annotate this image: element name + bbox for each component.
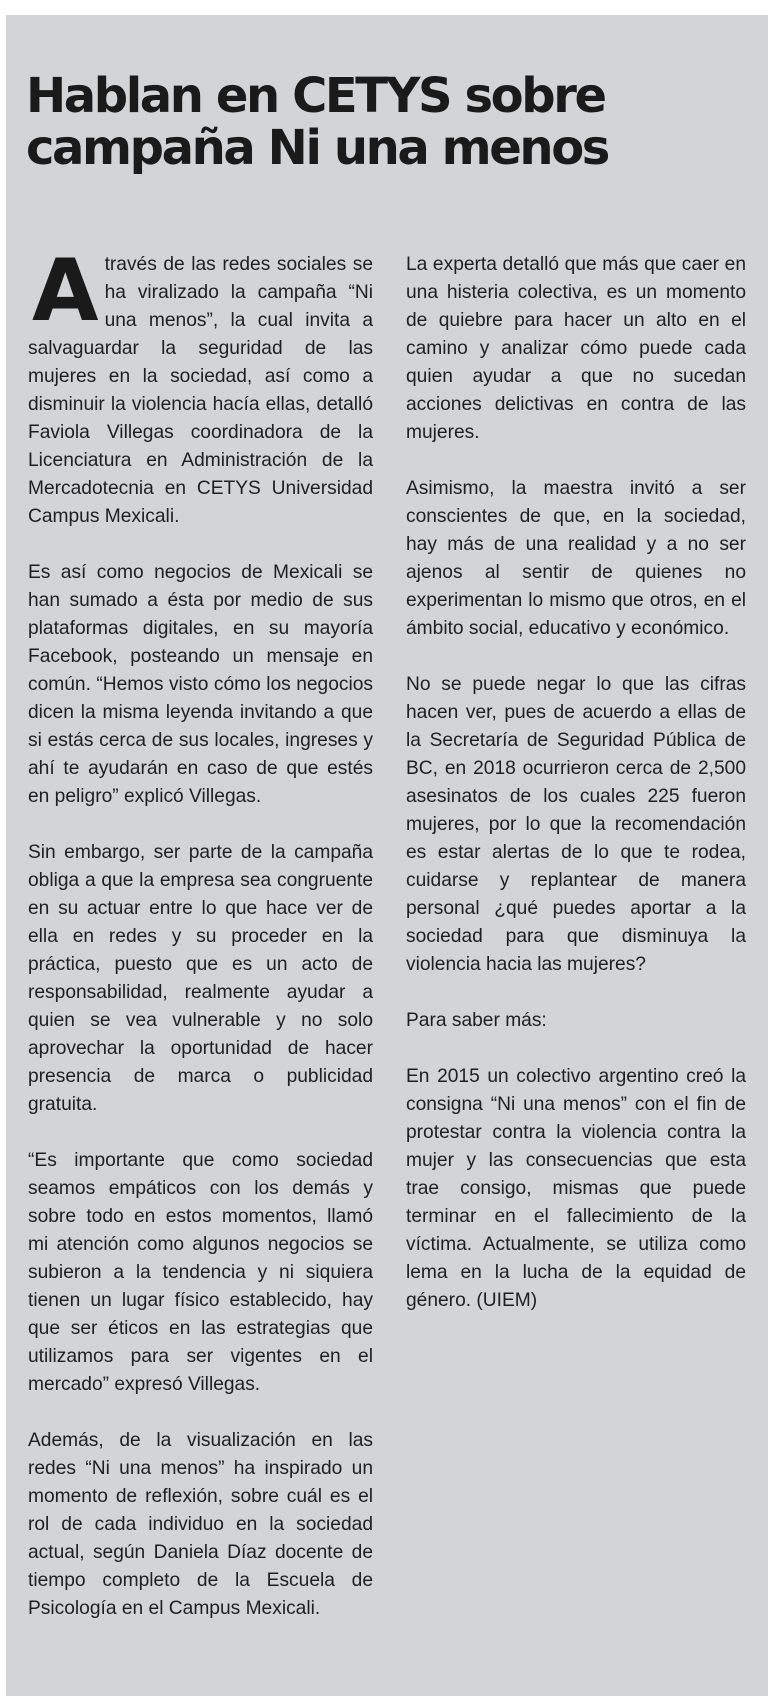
article-column-left (28, 241, 373, 1623)
article-headline (26, 70, 746, 174)
article-paragraph: En 2015 un colectivo argentino creó la consigna “Ni una menos” con el fin de protestar contra la violencia contra la mujer y las consecuencias que esta trae consigo, mismas que puede terminar en el fallecimiento de la víctima. Actualmente, se utiliza como lema en la lucha de la equidad de género. (UIEM) (406, 1066, 746, 1311)
article-paragraph (28, 241, 373, 531)
article-paragraph: La experta detalló que más que caer en una histeria colectiva, es un momento de quiebre para hacer un alto en el camino y analizar cómo puede cada quien ayudar a que no sucedan acciones delictivas en contra de las mujeres. (406, 254, 746, 443)
article-paragraph: Sin embargo, ser parte de la campaña obliga a que la empresa sea congruente en su actuar entre lo que hace ver de ella en redes y su proceder en la práctica, puesto que es un acto de responsabilidad, realmente ayudar a quien se vea vulnerable y no solo aprovechar la oportunidad de hacer presencia de marca o publicidad gratuita. (28, 842, 373, 1115)
paragraph-text: través de las redes sociales se ha viralizado la campaña “Ni una menos”, la cual invita a salvaguardar la seguridad de las mujeres en la sociedad, así como a disminuir la violencia hacía ellas, detalló Faviola Villegas coordinadora de la Licenciatura en Administración de la Mercadotecnia en CETYS Universidad Campus Mexicali. (28, 254, 373, 527)
article-paragraph: “Es importante que como sociedad seamos empáticos con los demás y sobre todo en estos momentos, llamó mi atención como algunos negocios se subieron a la tendencia y ni siquiera tienen un lugar físico establecido, hay que ser éticos en las estrategias que utilizamos para ser vigentes en el mercado” expresó Villegas. (28, 1150, 373, 1395)
article-subhead: Para saber más: (406, 1010, 547, 1031)
headline-line-1: Hablan en CETYS sobre (26, 68, 605, 124)
article-paragraph: Además, de la visualización en las redes “Ni una menos” ha inspirado un momento de reflexión, sobre cuál es el rol de cada individuo en la sociedad actual, según Daniela Díaz docente de tiempo completo de la Escuela de Psicología en el Campus Mexicali. (28, 1430, 373, 1619)
article-paragraph: Es así como negocios de Mexicali se han sumado a ésta por medio de sus plataformas digitales, en su mayoría Facebook, posteando un mensaje en común. “Hemos visto cómo los negocios dicen la misma leyenda invitando a que si estás cerca de sus locales, ingreses y ahí te ayudarán en caso de que estés en peligro” explicó Villegas. (28, 562, 373, 807)
article-paragraph: No se puede negar lo que las cifras hacen ver, pues de acuerdo a ellas de la Secretaría de Seguridad Pública de BC, en 2018 ocurrieron cerca de 2,500 asesinatos de los cuales 225 fueron mujeres, por lo que la recomendación es estar alertas de lo que te rodea, cuidarse y replantear de manera personal ¿qué puedes aportar a la sociedad para que disminuya la violencia hacia las mujeres? (406, 674, 746, 975)
headline-line-2: campaña Ni una menos (26, 120, 608, 176)
drop-cap: A (32, 241, 99, 341)
article-paragraph: Asimismo, la maestra invitó a ser conscientes de que, en la sociedad, hay más de una realidad y a no ser ajenos al sentir de quienes no experimentan lo mismo que otros, en el ámbito social, educativo y económico. (406, 478, 746, 639)
article-column-right (406, 251, 746, 1315)
